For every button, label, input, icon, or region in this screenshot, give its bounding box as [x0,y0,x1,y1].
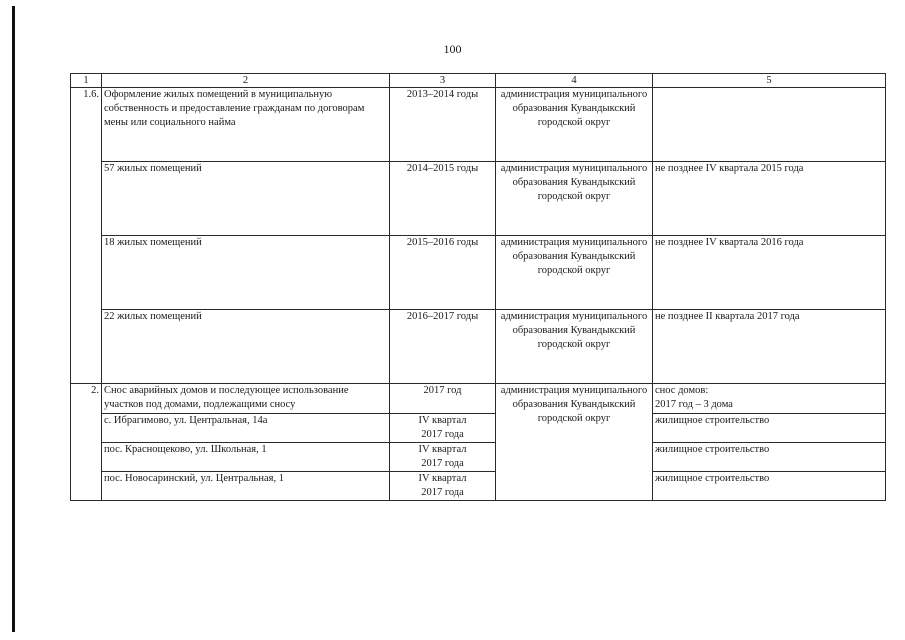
header-col-3: 3 [390,74,496,88]
item-result: жилищное строительство [653,443,886,472]
activities-table [70,73,886,501]
period-line: IV квартал [418,473,467,484]
item-number-empty [71,162,102,236]
item-result [653,88,886,162]
item-period: 2016–2017 годы [390,310,496,384]
item-result: жилищное строительство [653,414,886,443]
item-title: 57 жилых помещений [102,162,390,236]
table-row [71,88,886,162]
header-col-2: 2 [102,74,390,88]
item-responsible: администрация муниципального образования Кувандыкский городской округ [496,162,653,236]
period-line: 2017 года [421,458,464,469]
item-title: с. Ибрагимово, ул. Центральная, 14а [102,414,390,443]
period-line: 2017 года [421,487,464,498]
item-responsible: администрация муниципального образования Кувандыкский городской округ [496,384,653,501]
item-title: 22 жилых помещений [102,310,390,384]
result-line: снос домов: [655,385,709,396]
item-period: 2015–2016 годы [390,236,496,310]
item-responsible: администрация муниципального образования Кувандыкский городской округ [496,88,653,162]
table-row [71,472,886,501]
item-number: 2. [71,384,102,501]
table-row [71,443,886,472]
result-line: 2017 год – 3 дома [655,399,733,410]
period-line: IV квартал [418,415,467,426]
header-col-5: 5 [653,74,886,88]
period-line: 2017 года [421,429,464,440]
item-result [653,384,886,414]
item-number: 1.6. [71,88,102,162]
item-responsible: администрация муниципального образования Кувандыкский городской округ [496,310,653,384]
header-row [71,74,886,88]
item-period [390,472,496,501]
item-title: пос. Краснощеково, ул. Школьная, 1 [102,443,390,472]
table-row [71,236,886,310]
item-responsible: администрация муниципального образования Кувандыкский городской округ [496,236,653,310]
item-result: жилищное строительство [653,472,886,501]
item-period: 2013–2014 годы [390,88,496,162]
table-row [71,414,886,443]
item-number-empty [71,310,102,384]
item-result: не позднее IV квартала 2016 года [653,236,886,310]
table-row [71,162,886,236]
header-col-4: 4 [496,74,653,88]
scan-edge-mark [12,6,15,632]
item-title: пос. Новосаринский, ул. Центральная, 1 [102,472,390,501]
item-period: 2017 год [390,384,496,414]
item-title: Снос аварийных домов и последующее использование участков под домами, подлежащими сносу [102,384,390,414]
table-row [71,384,886,414]
item-title: Оформление жилых помещений в муниципальную собственность и предоставление гражданам по договорам мены или социального найма [102,88,390,162]
period-line: IV квартал [418,444,467,455]
header-col-1: 1 [71,74,102,88]
item-period [390,443,496,472]
item-period [390,414,496,443]
page-number: 100 [443,42,462,56]
item-result: не позднее IV квартала 2015 года [653,162,886,236]
item-title: 18 жилых помещений [102,236,390,310]
item-period: 2014–2015 годы [390,162,496,236]
item-number-empty [71,236,102,310]
table-row [71,310,886,384]
item-result: не позднее II квартала 2017 года [653,310,886,384]
